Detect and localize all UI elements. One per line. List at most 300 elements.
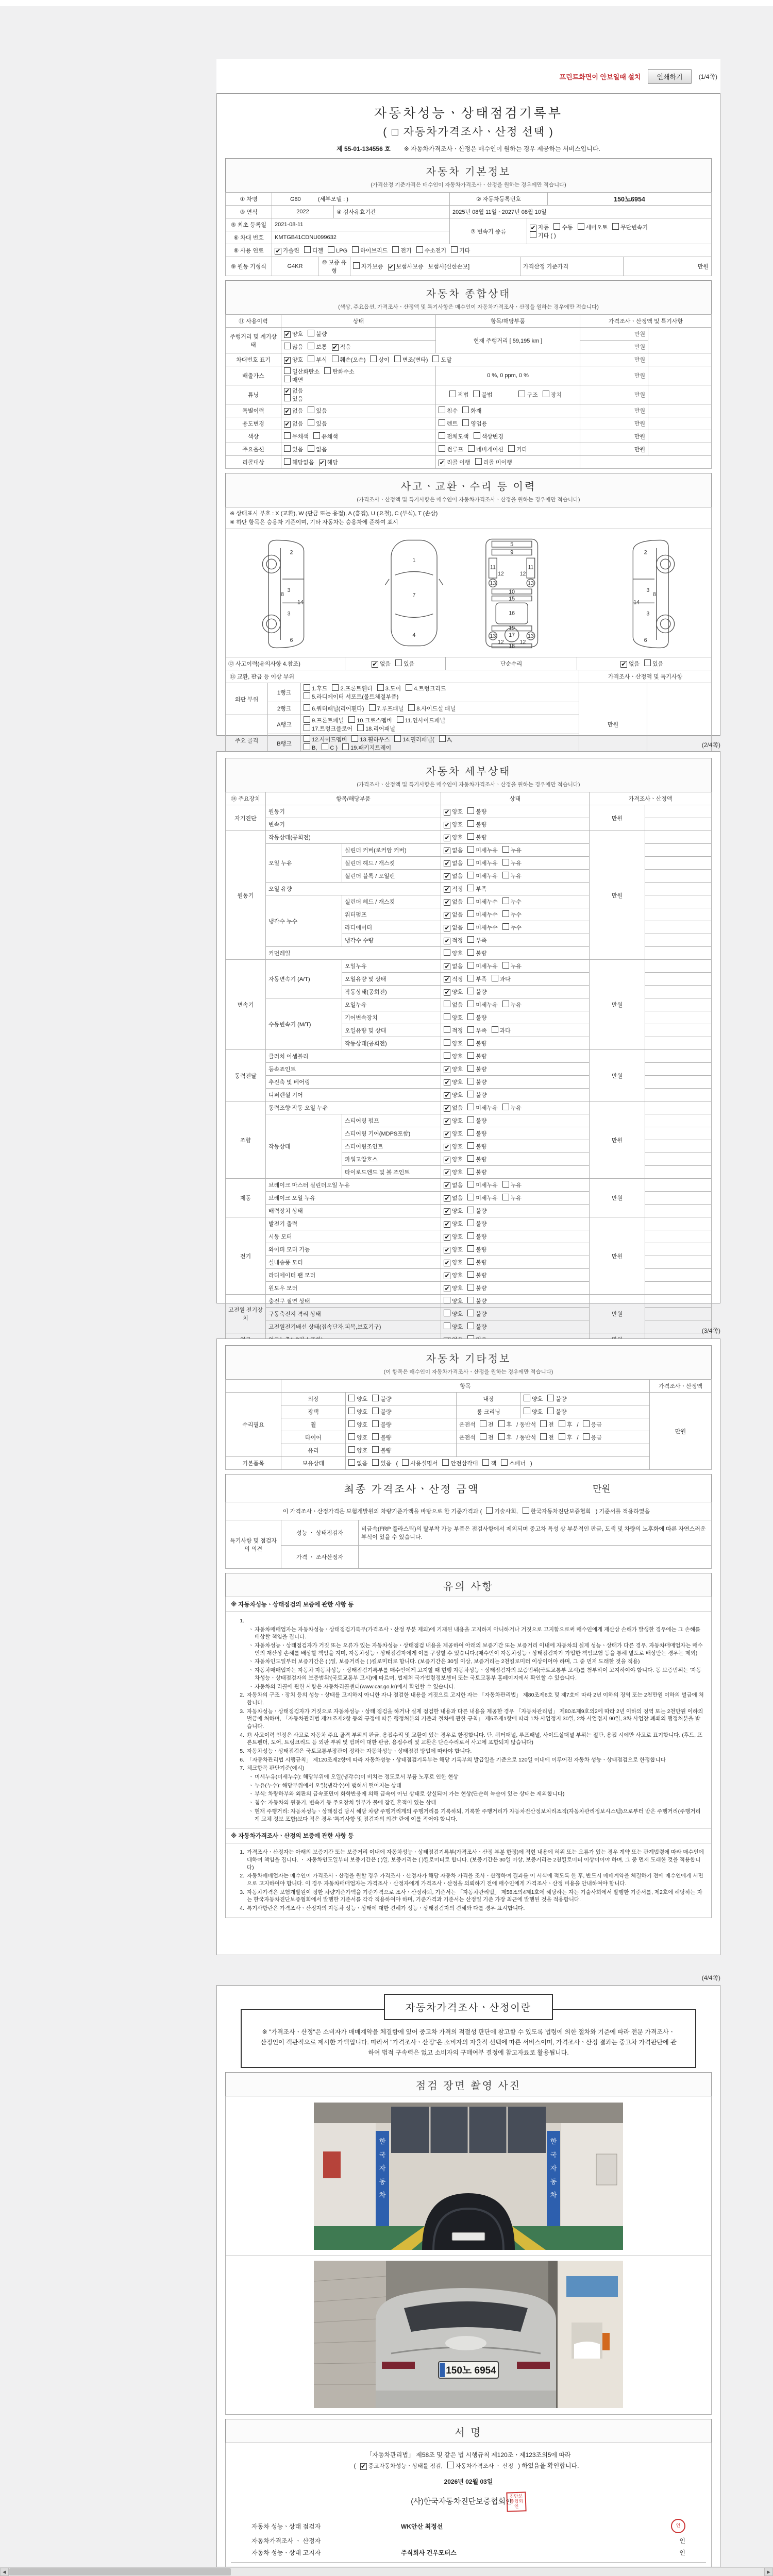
checkbox[interactable] [492,1026,498,1033]
checkbox[interactable] [524,1395,530,1401]
check-item [392,246,411,255]
checkbox-checked[interactable]: ✔ [444,808,450,816]
check-item [467,1091,486,1099]
checkbox[interactable] [308,419,314,426]
checkbox[interactable] [467,1297,474,1303]
item-label: 브레이크 오일 누유 [266,1192,441,1205]
checkbox[interactable] [370,355,377,362]
checkbox-checked[interactable]: ✔ [360,2463,366,2470]
checkbox-checked[interactable]: ✔ [444,937,450,944]
checkbox[interactable] [467,1001,474,1007]
checkbox-checked[interactable]: ✔ [444,1233,450,1241]
sign-law-line1: 「자동차관리법」 제58조 및 같은 법 시행규칙 제120조ㆍ제123조의5에 따라 [366,2451,571,2459]
checkbox-label: 과다 [499,976,511,982]
scroll-right-button[interactable]: ▶ [764,2568,773,2576]
checkbox-checked[interactable]: ✔ [444,1130,450,1138]
check-item [559,1420,573,1429]
check-item [444,820,463,828]
checkbox-checked[interactable]: ✔ [444,847,450,854]
inline-text: 이 가격조사ㆍ산정가격은 보험개발원의 차량기준가액을 바탕으로 한 기준가격과 ( [282,1509,482,1515]
checkbox-label: 미세누유 [476,1105,498,1111]
opinion-label: 특기사항 및 점검자의 의견 [226,1520,281,1569]
checkbox[interactable] [372,1395,379,1401]
note-cell [648,430,712,443]
checkbox-checked[interactable]: ✔ [444,1092,450,1099]
checkbox[interactable] [644,659,651,666]
checkbox[interactable] [439,406,445,413]
checkbox[interactable] [392,246,399,253]
notice-list-1 [225,1612,712,1828]
checkbox[interactable] [439,419,445,426]
checkbox-checked[interactable]: ✔ [444,911,450,919]
checkbox[interactable] [432,355,439,362]
panel-number: 3 [287,611,291,617]
checkbox[interactable] [467,1271,474,1278]
checkbox-label: 불량 [476,1221,487,1227]
detail-row [226,960,712,973]
check-item [502,897,522,906]
checkbox-checked[interactable]: ✔ [444,1208,450,1215]
checkbox-label: 기술사회, [494,1509,518,1515]
checkbox[interactable] [540,1433,547,1440]
checkbox[interactable] [482,1459,489,1466]
checkbox[interactable] [444,1026,450,1033]
item-label: 브레이크 마스터 실린더오일 누유 [266,1179,441,1192]
checkbox[interactable] [467,1142,474,1149]
checkbox[interactable] [308,355,314,362]
checkbox[interactable] [498,1420,505,1427]
checkbox[interactable] [467,807,474,814]
item-label: 충전구 절연 상태 [266,1295,441,1308]
checkbox[interactable] [467,1065,474,1072]
check-item [467,1168,486,1176]
checkbox[interactable] [583,1420,590,1427]
checkbox[interactable] [475,458,482,465]
checkbox-label: 누유 [510,1002,522,1008]
checkbox[interactable] [467,1310,474,1316]
checkbox[interactable] [502,846,509,853]
notice-item [233,1889,704,1904]
checkbox[interactable] [467,897,474,904]
checkbox[interactable] [502,962,509,969]
checkbox-checked[interactable]: ✔ [444,1156,450,1163]
state-checks [441,1192,590,1205]
checkbox-label: 불량 [476,1311,487,1317]
checkbox[interactable] [313,432,320,439]
checkbox-label: 많음 [292,344,304,350]
checkbox-label: 양호 [452,1015,463,1021]
checkbox[interactable] [304,684,310,691]
checkbox[interactable] [467,936,474,943]
detail-row [226,1217,712,1230]
item-label: 커먼레일 [266,947,441,960]
checkbox[interactable] [444,949,450,956]
price-basis-checks [226,1502,712,1520]
check-item [467,859,498,867]
checkbox[interactable] [553,223,560,230]
checkbox-checked[interactable]: ✔ [444,821,450,828]
checkbox[interactable] [467,910,474,917]
checkbox[interactable] [406,684,412,691]
checkbox[interactable] [462,406,469,413]
checkbox[interactable] [467,1168,474,1175]
check-item [502,846,522,854]
checkbox[interactable] [397,716,404,723]
checkbox-label: 양호 [532,1409,543,1415]
checkbox[interactable] [502,1194,509,1200]
print-toolbar [216,59,720,93]
checkbox[interactable] [372,1420,379,1427]
detail-row [226,1101,712,1114]
checkbox-checked[interactable]: ✔ [444,1105,450,1112]
row-label: 주요옵션 [226,443,281,456]
checkbox-checked[interactable]: ✔ [444,963,450,970]
checkbox-checked[interactable]: ✔ [621,660,627,668]
checkbox[interactable] [284,458,291,465]
checkbox-checked[interactable]: ✔ [284,420,290,428]
state-checks [441,1127,590,1140]
checkbox[interactable] [530,231,536,238]
checkbox-label: 불량 [476,1092,487,1098]
checkbox-checked[interactable]: ✔ [444,1117,450,1125]
checkbox[interactable] [369,704,376,711]
checkbox[interactable] [332,684,339,691]
checkbox[interactable] [439,432,445,439]
checkbox[interactable] [502,872,509,878]
col-header: 가격조사ㆍ산정액 [590,792,712,805]
checkbox[interactable] [332,355,339,362]
checkbox[interactable] [467,949,474,956]
checkbox[interactable] [501,1459,508,1466]
checkbox[interactable] [444,1297,450,1303]
checkbox[interactable] [467,1039,474,1046]
price-cell: 만원 [590,1050,645,1101]
checkbox-checked[interactable]: ✔ [284,408,290,415]
checkbox[interactable] [467,859,474,866]
checkbox-label: 양호 [357,1396,368,1402]
checkbox[interactable] [502,910,509,917]
bullet-dot: ㆍ [248,1774,254,1781]
checkbox-checked[interactable]: ✔ [444,1272,450,1279]
checkbox[interactable] [502,1181,509,1188]
checkbox-checked[interactable]: ✔ [444,1143,450,1150]
checkbox[interactable] [467,975,474,981]
check-item [451,246,470,255]
checkbox[interactable] [348,1420,355,1427]
checkbox[interactable] [304,692,310,699]
checkbox-checked[interactable]: ✔ [284,387,290,395]
checkbox[interactable] [348,1459,355,1466]
notice-item [233,1617,704,1625]
checkbox[interactable] [473,391,480,397]
checkbox[interactable] [357,724,364,731]
check-item [467,1155,486,1163]
checkbox[interactable] [444,1310,450,1316]
sign-row-label: 자동차 성능ㆍ상태 고지자 [251,2549,321,2557]
checkbox-checked[interactable]: ✔ [444,1285,450,1292]
checkbox[interactable] [372,1408,379,1414]
checkbox[interactable] [462,419,469,426]
checkbox-checked[interactable]: ✔ [284,331,290,338]
checkbox-label: 불량 [380,1396,392,1402]
transmission-checks [527,218,712,244]
checkbox[interactable] [449,391,456,397]
field-label: ⑧ 사용 연료 [226,244,272,257]
checkbox[interactable] [467,820,474,827]
checkbox[interactable] [304,246,311,253]
sub-group-label: 수동변속기 (M/T) [266,998,342,1050]
checkbox[interactable] [348,1408,355,1414]
checkbox-checked[interactable]: ✔ [530,224,536,231]
checkbox-checked[interactable]: ✔ [388,263,394,270]
detail-row [226,805,712,818]
checkbox[interactable] [492,975,498,981]
checkbox[interactable] [502,1104,509,1110]
checkbox-checked[interactable]: ✔ [444,1259,450,1266]
checkbox-label: 양호 [452,1118,463,1124]
checkbox[interactable] [502,1001,509,1007]
checkbox[interactable] [467,872,474,878]
checkbox[interactable] [502,923,509,930]
checkbox[interactable] [612,223,619,230]
checkbox[interactable] [508,445,515,452]
check-item [444,1065,463,1073]
checkbox[interactable] [467,1116,474,1123]
checkbox-checked[interactable]: ✔ [372,660,378,668]
checkbox[interactable] [524,1408,530,1414]
checkbox[interactable] [486,1507,493,1514]
checkbox[interactable] [467,1091,474,1097]
checkbox-checked[interactable]: ✔ [444,1246,450,1253]
checkbox[interactable] [467,1129,474,1136]
checkbox-checked[interactable]: ✔ [319,459,325,466]
checkbox-checked[interactable]: ✔ [444,1182,450,1189]
checkbox[interactable] [352,246,359,253]
checkbox[interactable] [543,391,549,397]
checkbox-checked[interactable]: ✔ [444,1221,450,1228]
checkbox[interactable] [480,1420,486,1427]
checkbox[interactable] [502,897,509,904]
checkbox[interactable] [444,1013,450,1020]
checkbox[interactable] [284,445,291,452]
checkbox[interactable] [467,923,474,930]
print-install-notice[interactable]: 프린트화면이 안보일때 설치 [559,73,641,81]
device-label: 변속기 [226,960,266,1050]
checkbox[interactable] [547,1395,554,1401]
checkbox-label: 있음 [380,1461,392,1467]
color-detail [436,430,580,443]
check-item [352,246,388,255]
checkbox[interactable] [348,1433,355,1440]
check-item [372,1433,391,1442]
checkbox-label: 있음 [652,661,664,667]
checkbox[interactable] [467,1232,474,1239]
checkbox[interactable] [467,1219,474,1226]
checkbox-checked[interactable]: ✔ [444,834,450,841]
checkbox-checked[interactable]: ✔ [444,899,450,906]
photo-separator [226,2255,711,2256]
scroll-left-button[interactable]: ◀ [0,2568,9,2576]
note-cell [645,1063,712,1076]
item-label: 오일 유량 [266,883,441,895]
checkbox-label: 5.라디에이터 서포트(볼트체결부품) [312,694,399,700]
in-mark: 인 [679,2549,685,2557]
checkbox[interactable] [402,1459,409,1466]
checkbox[interactable] [416,246,423,253]
checkbox[interactable] [372,1446,379,1453]
checkbox[interactable] [284,376,291,382]
checkbox[interactable] [444,1039,450,1046]
checkbox[interactable] [324,367,331,374]
checkbox[interactable] [348,716,355,723]
note-cell [648,417,712,430]
scrollbar-thumb[interactable] [9,2568,231,2575]
checkbox[interactable] [304,716,310,723]
checkbox[interactable] [447,2462,454,2468]
checkbox-label: 양호 [452,809,463,815]
checkbox[interactable] [372,1459,379,1466]
checkbox[interactable] [308,343,314,349]
price-cell: 만원 [590,831,645,960]
checkbox[interactable] [578,223,584,230]
checkbox[interactable] [444,1052,450,1059]
checkbox[interactable] [467,1013,474,1020]
checkbox[interactable] [467,1258,474,1265]
check-item [540,1420,554,1429]
mileage-amount-checks [281,341,436,353]
note-cell [648,328,712,353]
checkbox-checked[interactable]: ✔ [444,924,450,931]
checkbox[interactable] [498,1433,505,1440]
checkbox[interactable] [467,1104,474,1110]
checkbox[interactable] [442,1459,449,1466]
panel-number: 3 [646,611,650,617]
print-button[interactable]: 인쇄하기 [648,69,691,84]
state-checks [441,1089,590,1101]
check-item [524,1395,543,1403]
tire-checks [346,1431,457,1444]
checkbox-label: LPG [336,248,348,254]
checkbox-label: 디젤 [312,248,324,254]
checkbox[interactable] [451,246,458,253]
checkbox[interactable] [328,246,334,253]
checkbox[interactable] [467,1207,474,1213]
checkbox-label: 불량 [556,1409,567,1415]
checkbox[interactable] [502,859,509,866]
checkbox[interactable] [394,355,401,362]
checkbox[interactable] [284,367,291,374]
col-header [226,1380,281,1393]
checkbox[interactable] [372,1433,379,1440]
checkbox-label: 6.쿼터패널(리어휀다) [312,706,364,712]
checkbox[interactable] [353,262,360,269]
checkbox-checked[interactable]: ✔ [444,873,450,880]
checkbox[interactable] [467,833,474,840]
first-registration-date: 2021-08-11 [272,218,450,231]
checkbox[interactable] [348,1446,355,1453]
checkbox[interactable] [304,704,310,711]
checkbox-checked[interactable]: ✔ [444,1066,450,1073]
panel-number: 7 [412,592,416,599]
checkbox[interactable] [467,1155,474,1162]
checkbox-checked[interactable]: ✔ [444,1195,450,1202]
checkbox[interactable] [439,445,445,452]
checkbox[interactable] [540,1420,547,1427]
notice-bullet [248,1642,704,1657]
checkbox[interactable] [284,432,291,439]
checkbox-checked[interactable]: ✔ [444,860,450,867]
checkbox[interactable] [467,1078,474,1084]
checkbox[interactable] [467,1026,474,1033]
checkbox[interactable] [395,659,402,666]
sub-group-label: 작동상태 [266,1114,342,1179]
checkbox[interactable] [467,885,474,891]
checkbox[interactable] [467,846,474,853]
horizontal-scrollbar[interactable] [0,2567,773,2576]
checkbox[interactable] [284,343,291,349]
checkbox-checked[interactable]: ✔ [439,459,445,466]
checkbox[interactable] [467,1181,474,1188]
checkbox-checked[interactable]: ✔ [444,886,450,893]
checkbox[interactable] [308,406,314,413]
checkbox[interactable] [559,1420,565,1427]
device-label: 자기진단 [226,805,266,831]
checkbox-checked[interactable]: ✔ [444,1169,450,1176]
checkbox-checked[interactable]: ✔ [444,976,450,983]
vin-state-checks [281,353,580,366]
checkbox[interactable] [377,684,384,691]
checkbox-checked[interactable]: ✔ [332,344,338,351]
checkbox[interactable] [547,1408,554,1414]
check-item [502,1104,522,1112]
row-label: 광택 [281,1405,346,1418]
checkbox[interactable] [474,432,480,439]
checkbox[interactable] [467,962,474,969]
checkbox-checked[interactable]: ✔ [284,357,290,364]
notice-bullet [248,1626,704,1641]
checkbox[interactable] [284,395,291,401]
check-item [360,2462,443,2470]
checkbox[interactable] [583,1433,590,1440]
checkbox-checked[interactable]: ✔ [444,989,450,996]
notice-bullet [248,1790,704,1798]
checkbox[interactable] [468,445,475,452]
checkbox[interactable] [467,1052,474,1059]
checkbox[interactable] [523,1507,529,1514]
checkbox[interactable] [518,391,525,397]
checkbox[interactable] [467,1284,474,1291]
checkbox[interactable] [308,330,314,336]
checkbox[interactable] [467,1194,474,1200]
tuning-detail-cell [436,385,580,404]
checkbox-label: 장치 [550,392,562,398]
notice-bullet [248,1808,704,1823]
checkbox[interactable] [559,1433,565,1440]
rankA-checks [301,715,579,734]
checkbox-checked[interactable]: ✔ [444,1079,450,1086]
checkbox[interactable] [348,1395,355,1401]
checkbox[interactable] [480,1433,486,1440]
checkbox-checked[interactable]: ✔ [275,247,281,255]
checkbox[interactable] [408,704,415,711]
checkbox[interactable] [444,1001,450,1007]
checkbox[interactable] [308,445,314,452]
checkbox[interactable] [304,724,310,731]
checkbox[interactable] [467,1245,474,1252]
price-cell: 만원 [650,1393,712,1470]
checkbox-label: 9.프론트패널 [312,718,344,724]
checkbox[interactable] [467,988,474,994]
